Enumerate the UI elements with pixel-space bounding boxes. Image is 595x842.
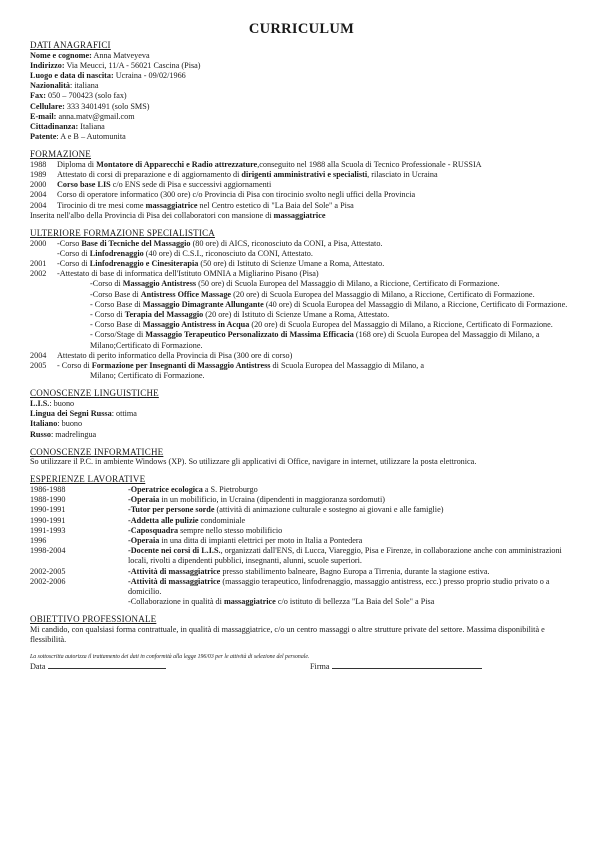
field-value: 333 3401491 (solo SMS) xyxy=(64,101,150,111)
field-label: Patente xyxy=(30,132,57,142)
lingua-row: Lingua dei Segni Russa: ottima xyxy=(30,409,137,419)
formazione-list xyxy=(30,160,573,221)
anagrafici-row xyxy=(30,91,573,101)
esperienza-row xyxy=(30,597,573,607)
years-label: 2002-2006 xyxy=(30,576,66,586)
ulteriore-row xyxy=(30,269,573,279)
esperienza-text: -Docente nei corsi di L.I.S., organizzati dall'ENS, di Lucca, Viareggio, Pisa e Firenze, in collaborazione anche con amministrazioni locali, rivolti a dipendenti pubblici, insegnanti, alunni, scuole superiori. xyxy=(128,546,562,566)
field-value: Via Meucci, 11/A - 56021 Cascina (Pisa) xyxy=(64,60,201,70)
anagrafici-heading: DATI ANAGRAFICI xyxy=(30,40,111,50)
esperienza-row xyxy=(30,546,573,566)
esperienza-row xyxy=(30,516,573,526)
albo-line: Inserita nell'albo della Provincia di Pisa dei collaboratori con mansione di massaggiatrice xyxy=(30,210,326,220)
esperienza-text: -Addetta alle pulizie condominiale xyxy=(128,515,246,525)
course-text: -Corso Base di Antistress Office Massage (20 ore) di Scuola Europea del Massaggio di Milano, a Riccione, Certificato di Formazione. xyxy=(90,289,535,299)
course-text: - Corso di Terapia del Massaggio (20 ore) di Istituto di Scienze Umane a Roma, Attestato. xyxy=(90,309,390,319)
field-value: : italiana xyxy=(70,81,99,91)
year-label: 2004 xyxy=(30,200,47,210)
field-value: anna.matv@gmail.com xyxy=(56,111,135,121)
esperienza-text: -Caposquadra sempre nello stesso mobilificio xyxy=(128,525,283,535)
esperienza-text: -Operatrice ecologica a S. Pietroburgo xyxy=(128,484,258,494)
ulteriore-row xyxy=(30,259,573,269)
lingue-heading: CONOSCENZE LINGUISTICHE xyxy=(30,388,159,399)
ulteriore-list xyxy=(30,239,573,382)
ulteriore-heading: ULTERIORE FORMAZIONE SPECIALISTICA xyxy=(30,228,215,239)
course-text: -Corso di Massaggio Antistress (50 ore) di Scuola Europea del Massaggio di Milano, a Riccione, Certificato di Formazione. xyxy=(90,279,500,289)
formazione-row xyxy=(30,201,573,211)
year-label: 1988 xyxy=(30,159,47,169)
year-label: 2004 xyxy=(30,350,47,360)
years-label: 2002-2005 xyxy=(30,566,66,576)
anagrafici-row xyxy=(30,71,573,81)
field-label: Cellulare: xyxy=(30,101,65,111)
anagrafici-row xyxy=(30,132,573,142)
esperienza-text: -Tutor per persone sorde (attività di animazione culturale e sostegno ai giovani e alle famiglie) xyxy=(128,505,444,515)
years-label: 1991-1993 xyxy=(30,525,66,535)
anagrafici-list xyxy=(30,51,573,143)
formazione-text: Corso di operatore informatico (300 ore) c/o Provincia di Pisa con tirocinio svolto negli uffici della Provincia xyxy=(57,190,416,200)
date-label: Data xyxy=(30,662,46,672)
esperienza-row xyxy=(30,495,573,505)
esperienza-text: -Operaia in una ditta di impianti elettrici per moto in Italia a Pontedera xyxy=(128,535,363,545)
years-label: 1988-1990 xyxy=(30,495,66,505)
ulteriore-row xyxy=(30,351,573,361)
signature-row xyxy=(30,661,573,672)
informatiche-heading: CONOSCENZE INFORMATICHE xyxy=(30,446,164,457)
field-label: Indirizzo: xyxy=(30,60,65,70)
obiettivo-text: Mi candido, con qualsiasi forma contrattuale, in qualità di massaggiatrice, c/o un centro massaggi o altre strutture private del settore. Massima disponibilità e flessibilità. xyxy=(30,624,545,645)
esperienza-row xyxy=(30,485,573,495)
formazione-row xyxy=(30,170,573,180)
field-label: E-mail: xyxy=(30,111,57,121)
esperienza-text: -Attività di massaggiatrice (massaggio terapeutico, linfodrenaggio, massaggio antistress, ecc.) presso proprio studio privato o a domicilio. xyxy=(128,576,550,596)
year-label: 2004 xyxy=(30,190,47,200)
date-line xyxy=(48,661,166,669)
formazione-text: Diploma di Montatore di Apparecchi e Radio attrezzature,conseguito nel 1988 alla Scuola di Tecnico Professionale - RUSSIA xyxy=(57,159,482,169)
year-label: 2005 xyxy=(30,360,47,370)
anagrafici-row xyxy=(30,112,573,122)
years-label: 1990-1991 xyxy=(30,505,66,515)
field-label: Luogo e data di nascita: xyxy=(30,70,114,80)
years-label: 1990-1991 xyxy=(30,515,66,525)
anagrafici-row xyxy=(30,51,573,61)
esperienza-text: -Operaia in un mobilificio, in Ucraina (dipendenti in maggioranza sordomuti) xyxy=(128,495,385,505)
course-text: -Corso di Linfodrenaggio (40 ore) di C.S.I., riconosciuto da CONI, Attestato. xyxy=(57,248,313,258)
lingue-list xyxy=(30,399,573,440)
esperienza-row xyxy=(30,505,573,515)
formazione-text: Attestato di corsi di preparazione e di aggiornamento di dirigenti amministrativi e specialisti, rilasciato in Ucraina xyxy=(57,170,438,180)
course-text: -Corso Base di Tecniche del Massaggio (80 ore) di AICS, riconosciuto da CONI, a Pisa, Attestato. xyxy=(57,238,383,248)
esperienze-list xyxy=(30,485,573,607)
field-value: Anna Matveyeva xyxy=(91,50,150,60)
signature-line xyxy=(332,661,482,669)
field-label: Nazionalità xyxy=(30,81,71,91)
course-text: Milano; Certificato di Formazione. xyxy=(90,371,205,381)
years-label: 1986-1988 xyxy=(30,484,66,494)
privacy-note: La sottoscritta autorizza il trattamento dei dati in conformità alla legge 196/03 per le attività di selezione del personale. xyxy=(30,654,310,661)
esperienza-text: -Attività di massaggiatrice presso stabilimento balneare, Bagno Europa a Tirrenia, durante la stagione estiva. xyxy=(128,566,490,576)
page-title: CURRICULUM xyxy=(248,21,355,37)
anagrafici-row xyxy=(30,61,573,71)
informatiche-text: So utilizzare il P.C. in ambiente Windows (XP). So utilizzare gli applicativi di Office, navigare in internet, utilizzare la posta elettronica. xyxy=(30,457,477,467)
formazione-text: Corso base LIS c/o ENS sede di Pisa e successivi aggiornamenti xyxy=(57,180,272,190)
esperienza-row xyxy=(30,567,573,577)
field-value: Italiana xyxy=(78,121,105,131)
esperienze-heading: ESPERIENZE LAVORATIVE xyxy=(30,474,146,485)
year-label: 2000 xyxy=(30,180,47,190)
obiettivo-heading: OBIETTIVO PROFESSIONALE xyxy=(30,614,157,625)
anagrafici-row xyxy=(30,81,573,91)
field-value: Ucraina - 09/02/1966 xyxy=(113,70,186,80)
course-text: - Corso Base di Massaggio Dimagrante Allungante (40 ore) di Scuola Europea del Massaggio di Milano, a Riccione, Certificato di Formazione. xyxy=(90,299,568,309)
course-text: - Corso/Stage di Massaggio Terapeutico Personalizzato di Massima Efficacia (168 ore) di Scuola Europea del Massaggio di Milano, a Milano;Certificato di Formazione. xyxy=(90,330,540,350)
field-label: Nome e cognome: xyxy=(30,50,92,60)
course-text: - Corso Base di Massaggio Antistress in Acqua (20 ore) di Scuola Europea del Massaggio di Milano, a Riccione, Certificato di Formazione. xyxy=(90,320,553,330)
course-text: Attestato di perito informatico della Provincia di Pisa (300 ore di corso) xyxy=(57,350,293,360)
lingua-row: Russo: madrelingua xyxy=(30,429,97,439)
years-label: 1998-2004 xyxy=(30,546,66,556)
year-label: 2001 xyxy=(30,258,47,268)
field-label: Fax: xyxy=(30,91,46,101)
esperienza-row xyxy=(30,526,573,536)
anagrafici-row xyxy=(30,102,573,112)
formazione-row xyxy=(30,190,573,200)
lingua-row: Italiano: buono xyxy=(30,419,83,429)
ulteriore-row xyxy=(30,361,573,371)
course-text: -Attestato di base di informatica dell'Istituto OMNIA a Migliarino Pisano (Pisa) xyxy=(57,269,319,279)
anagrafici-row xyxy=(30,122,573,132)
date-field[interactable] xyxy=(30,661,310,672)
course-text: - Corso di Formazione per Insegnanti di Massaggio Antistress di Scuola Europea del Massaggio di Milano, a xyxy=(57,360,424,370)
formazione-text: Tirocinio di tre mesi come massaggiatrice nel Centro estetico di "La Baia del Sole" a Pisa xyxy=(57,200,354,210)
formazione-heading: FORMAZIONE xyxy=(30,149,92,160)
lingua-row: L.I.S.: buono xyxy=(30,398,75,408)
formazione-row xyxy=(30,180,573,190)
ulteriore-row xyxy=(30,239,573,249)
formazione-row xyxy=(30,160,573,170)
field-value: : A e B – Automunita xyxy=(56,132,126,142)
signature-label: Firma xyxy=(310,662,330,672)
field-label: Cittadinanza: xyxy=(30,121,79,131)
year-label: 2002 xyxy=(30,269,47,279)
year-label: 1989 xyxy=(30,170,47,180)
years-label: 1996 xyxy=(30,535,47,545)
ulteriore-row xyxy=(30,249,573,259)
field-value: 050 – 700423 (solo fax) xyxy=(45,91,127,101)
course-text: -Corso di Linfodrenaggio e Cinesiterapia (50 ore) di Istituto di Scienze Umane a Roma, Attestato. xyxy=(57,258,385,268)
year-label: 2000 xyxy=(30,238,47,248)
esperienza-text: -Collaborazione in qualità di massaggiatrice c/o istituto di bellezza "La Baia del Sole" a Pisa xyxy=(128,597,435,607)
esperienza-row xyxy=(30,536,573,546)
esperienza-row xyxy=(30,577,573,597)
signature-field[interactable] xyxy=(310,661,482,672)
